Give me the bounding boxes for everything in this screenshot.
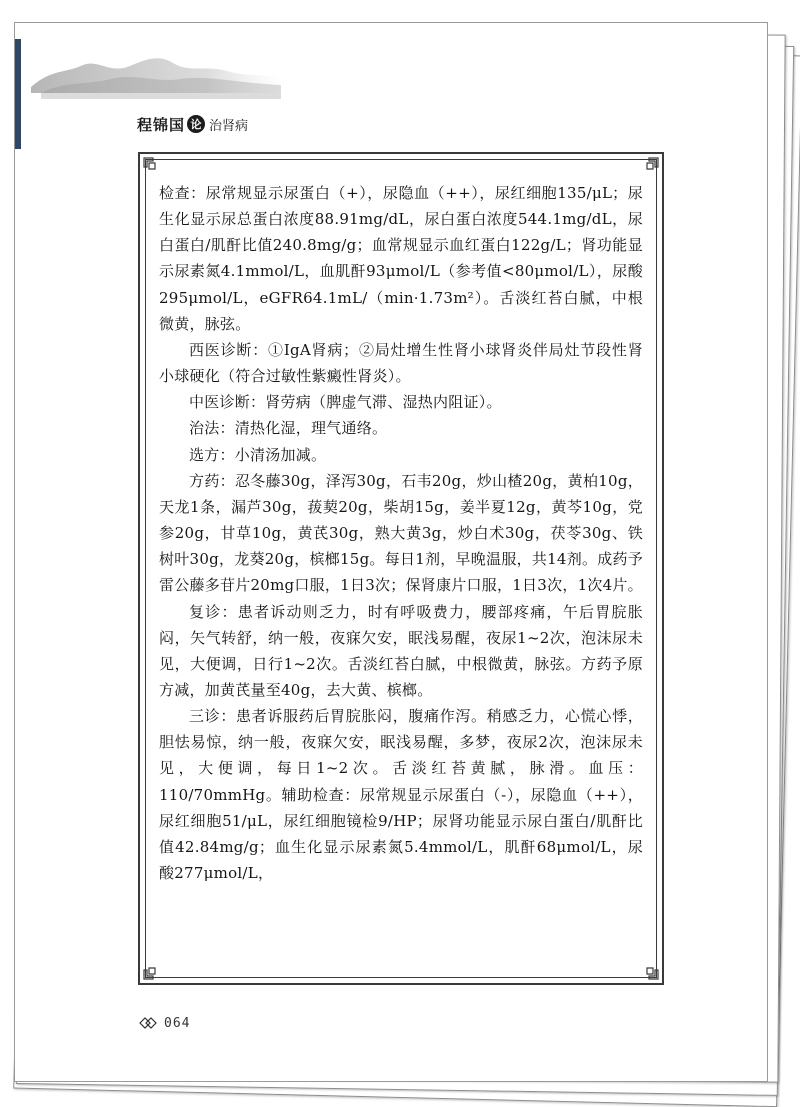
book-page <box>14 22 768 1082</box>
frame-corner-ornament <box>641 962 659 980</box>
frame-corner-ornament <box>143 962 161 980</box>
running-head <box>137 113 248 135</box>
text-frame <box>138 152 664 985</box>
frame-corner-ornament <box>641 157 659 175</box>
page-edge-strip <box>15 39 21 149</box>
page-number: 064 <box>164 1015 191 1031</box>
paragraph-herbs: 方药：忍冬藤30g，泽泻30g，石韦20g，炒山楂20g，黄柏10g，天龙1条，漏芦30g，菝葜20g，柴胡15g，姜半夏12g，黄芩10g，党参20g，甘草10g，黄芪30g，熟大黄3g，炒白术30g，茯苓30g、铁树叶30g，龙葵20g，槟榔15g。每日1剂，早晚温服，共14剂。成药予雷公藤多苷片20mg口服，1日3次；保肾康片口服，1日3次，1次4片。 <box>159 471 643 595</box>
paragraph-examination: 检查：尿常规显示尿蛋白（+），尿隐血（++），尿红细胞135/μL；尿生化显示尿总蛋白浓度88.91mg/dL，尿白蛋白浓度544.1mg/dL，尿白蛋白/肌酐比值240.8mg/g；血常规显示血红蛋白122g/L；肾功能显示尿素氮4.1mmol/L，血肌酐93μmol/L（参考值<80μmol/L），尿酸295μmol/L，eGFR64.1mL/（min·1.73m²）。舌淡红苔白腻，中根微黄，脉弦。 <box>159 184 643 333</box>
paragraph-second-visit: 复诊：患者诉动则乏力，时有呼吸费力，腰部疼痛，午后胃脘胀闷，矢气转舒，纳一般，夜寐欠安，眠浅易醒，夜尿1~2次，泡沫尿未见，大便调，日行1~2次。舌淡红苔白腻，中根微黄，脉弦。方药予原方减，加黄芪量至40g，去大黄、槟榔。 <box>159 602 643 699</box>
paragraph-western-diagnosis: 西医诊断：①IgA肾病；②局灶增生性肾小球肾炎伴局灶节段性肾小球硬化（符合过敏性紫癜性肾炎）。 <box>159 340 643 386</box>
ink-mountain-decoration <box>31 43 281 103</box>
diamond-ornament-icon <box>139 1017 157 1029</box>
paragraph-third-visit: 三诊：患者诉服药后胃脘胀闷，腹痛作泻。稍感乏力，心慌心悸，胆怯易惊，纳一般，夜寐欠安，眠浅易醒，多梦，夜尿2次，泡沫尿未见，大便调，每日1~2次。舌淡红苔黄腻，脉滑。血压：110/70mmHg。辅助检查：尿常规显示尿蛋白（-），尿隐血（++），尿红细胞51/μL，尿红细胞镜检9/HP；尿肾功能显示尿白蛋白/肌酐比值42.84mg/g；血生化显示尿素氮5.4mmol/L，肌酐68μmol/L，尿酸277μmol/L， <box>159 707 643 883</box>
title-seal-icon: 论 <box>187 115 205 133</box>
body-text <box>159 180 643 886</box>
section-title: 治肾病 <box>209 118 249 134</box>
paragraph-prescription-choice: 选方：小清汤加减。 <box>189 445 327 464</box>
frame-corner-ornament <box>143 157 161 175</box>
page-footer <box>139 1013 190 1033</box>
paragraph-tcm-diagnosis: 中医诊断：肾劳病（脾虚气滞、湿热内阻证）。 <box>189 393 502 412</box>
paragraph-treatment-method: 治法：清热化湿，理气通络。 <box>189 419 388 438</box>
book-title: 程锦国 <box>137 115 186 134</box>
